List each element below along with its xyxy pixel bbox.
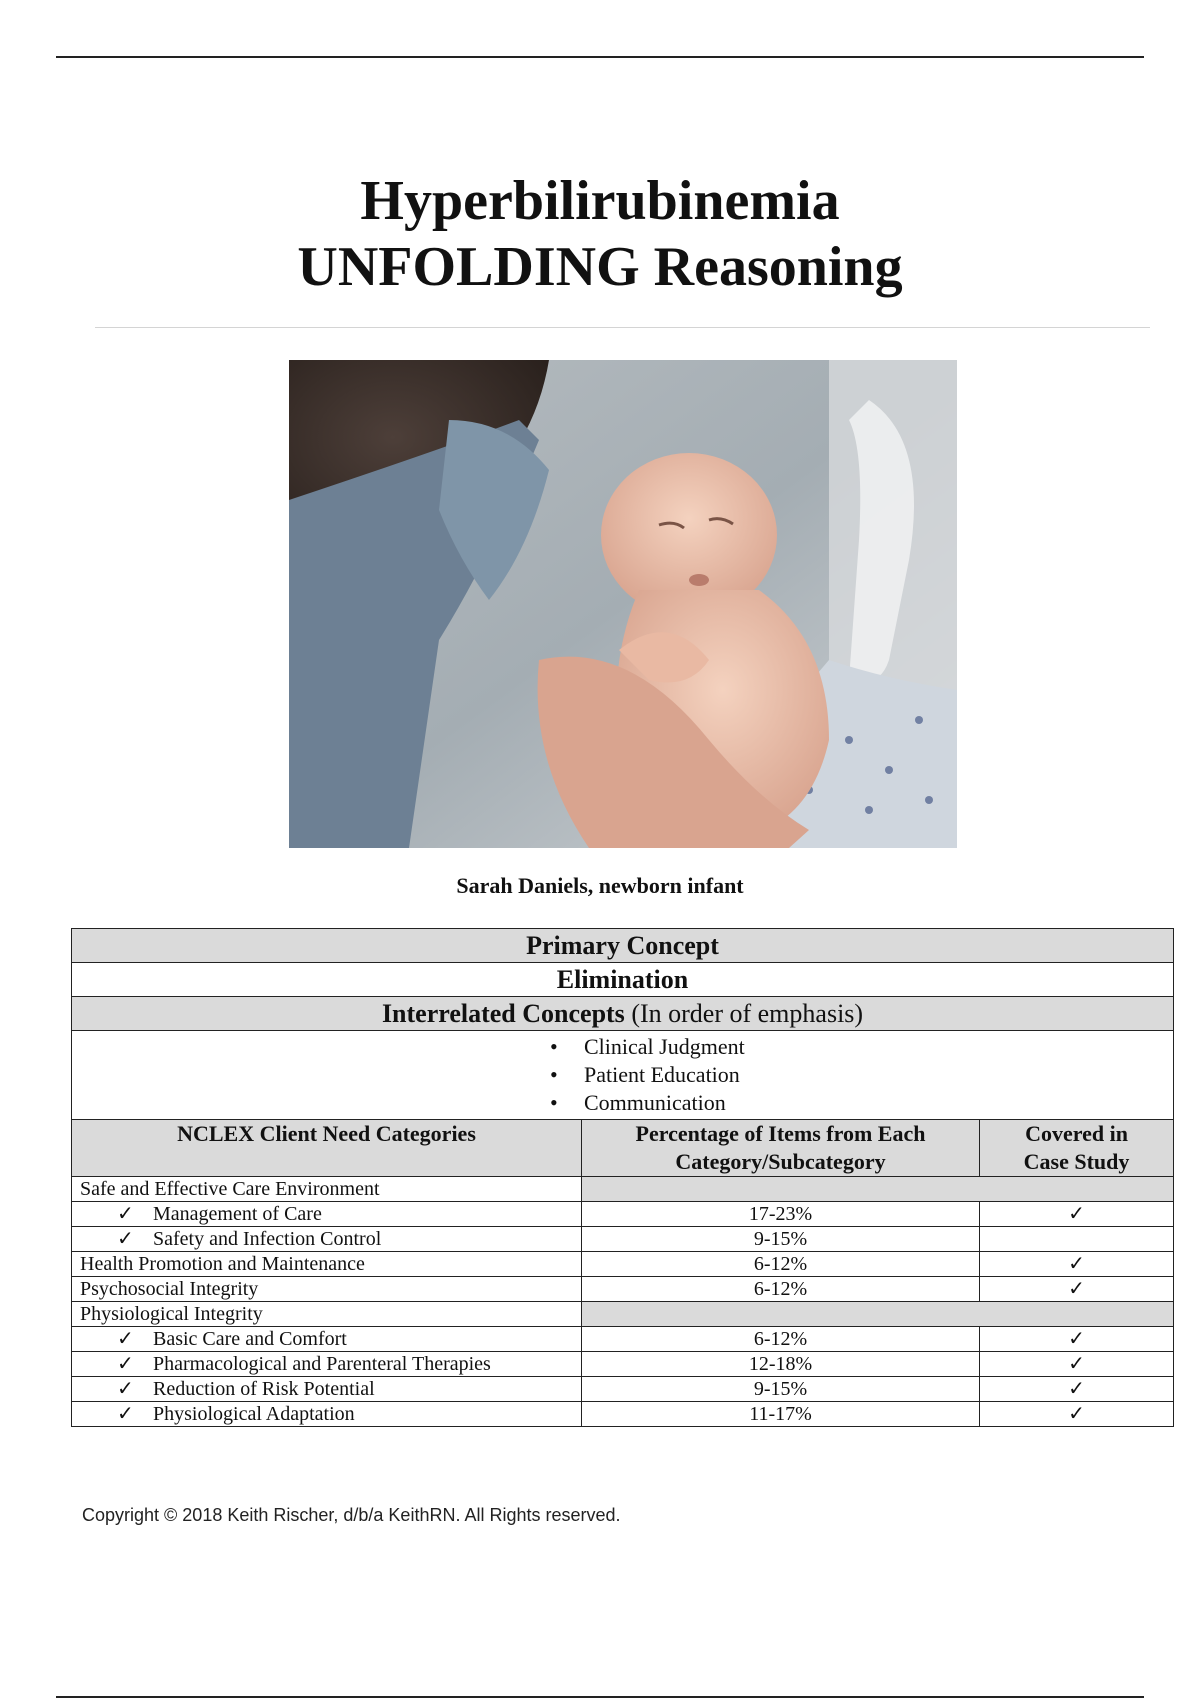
percentage-header-line1: Percentage of Items from Each (635, 1121, 926, 1146)
row-label: Management of Care (153, 1203, 322, 1225)
title-divider (95, 327, 1150, 328)
concepts-table (71, 928, 1174, 1427)
table-row (72, 1277, 1174, 1302)
nclex-category-header: NCLEX Client Need Categories (72, 1120, 582, 1177)
table-row (72, 1377, 1174, 1402)
checkmark-icon: ✓ (117, 1378, 134, 1400)
row-percent: 12-18% (582, 1352, 980, 1377)
bottom-rule (56, 1696, 1144, 1698)
percentage-header-line2: Category/Subcategory (675, 1149, 886, 1174)
row-label: Basic Care and Comfort (153, 1328, 347, 1350)
row-percent: 6-12% (582, 1327, 980, 1352)
interrelated-concepts-note: (In order of emphasis) (631, 998, 864, 1028)
row-label: Pharmacological and Parenteral Therapies (153, 1353, 491, 1375)
row-percent: 6-12% (582, 1277, 980, 1302)
row-label-cell (72, 1327, 582, 1352)
checkmark-icon: ✓ (117, 1353, 134, 1375)
row-label: Safe and Effective Care Environment (72, 1177, 582, 1202)
interrelated-concepts-label: Interrelated Concepts (381, 998, 625, 1028)
row-label: Physiological Integrity (72, 1302, 582, 1327)
row-covered-check: ✓ (980, 1277, 1174, 1302)
table-row (72, 1402, 1174, 1427)
checkmark-icon: ✓ (117, 1328, 134, 1350)
row-label-cell (72, 1377, 582, 1402)
percentage-header (582, 1120, 980, 1177)
primary-concept-value: Elimination (72, 963, 1174, 997)
interrelated-concepts-header (72, 997, 1174, 1031)
row-covered-check: ✓ (980, 1352, 1174, 1377)
page-subtitle: UNFOLDING Reasoning (297, 236, 903, 298)
row-label: Physiological Adaptation (153, 1403, 355, 1425)
covered-header (980, 1120, 1174, 1177)
top-rule (56, 56, 1144, 58)
interrelated-concepts-list (550, 1033, 750, 1117)
table-row (72, 1177, 1174, 1202)
row-label: Health Promotion and Maintenance (72, 1252, 582, 1277)
checkmark-icon: ✓ (117, 1203, 134, 1225)
row-label-cell (72, 1352, 582, 1377)
table-row (72, 1327, 1174, 1352)
title-block (0, 168, 1200, 300)
checkmark-icon: ✓ (117, 1228, 134, 1250)
table-row (72, 1302, 1174, 1327)
row-covered-check: ✓ (980, 1377, 1174, 1402)
photo-caption: Sarah Daniels, newborn infant (456, 873, 744, 898)
table-row (72, 1352, 1174, 1377)
row-label: Reduction of Risk Potential (153, 1378, 375, 1400)
interrelated-concepts-list-cell (72, 1031, 1174, 1120)
table-row (72, 1227, 1174, 1252)
row-label-cell (72, 1202, 582, 1227)
list-item: • Clinical Judgment (550, 1033, 750, 1061)
row-percent: 17-23% (582, 1202, 980, 1227)
covered-header-line2: Case Study (1023, 1149, 1130, 1174)
list-item: • Communication (550, 1089, 750, 1117)
row-shaded-cell (582, 1177, 1174, 1202)
row-label: Psychosocial Integrity (72, 1277, 582, 1302)
table-row (72, 1202, 1174, 1227)
row-label-cell (72, 1402, 582, 1427)
checkmark-icon: ✓ (117, 1403, 134, 1425)
list-item: • Patient Education (550, 1061, 750, 1089)
row-covered-check: ✓ (980, 1202, 1174, 1227)
page-title: Hyperbilirubinemia (360, 170, 840, 232)
covered-header-line1: Covered in (1025, 1121, 1128, 1146)
row-percent: 9-15% (582, 1227, 980, 1252)
row-label-cell (72, 1227, 582, 1252)
row-covered-check (980, 1227, 1174, 1252)
primary-concept-label: Primary Concept (72, 929, 1174, 963)
row-label: Safety and Infection Control (153, 1228, 382, 1250)
row-percent: 11-17% (582, 1402, 980, 1427)
row-percent: 6-12% (582, 1252, 980, 1277)
newborn-photo-illustration (289, 360, 957, 848)
row-covered-check: ✓ (980, 1327, 1174, 1352)
table-row (72, 1252, 1174, 1277)
copyright-notice: Copyright © 2018 Keith Rischer, d/b/a KeithRN. All Rights reserved. (82, 1505, 621, 1525)
row-shaded-cell (582, 1302, 1174, 1327)
newborn-photo (289, 360, 957, 848)
row-covered-check: ✓ (980, 1252, 1174, 1277)
row-covered-check: ✓ (980, 1402, 1174, 1427)
row-percent: 9-15% (582, 1377, 980, 1402)
